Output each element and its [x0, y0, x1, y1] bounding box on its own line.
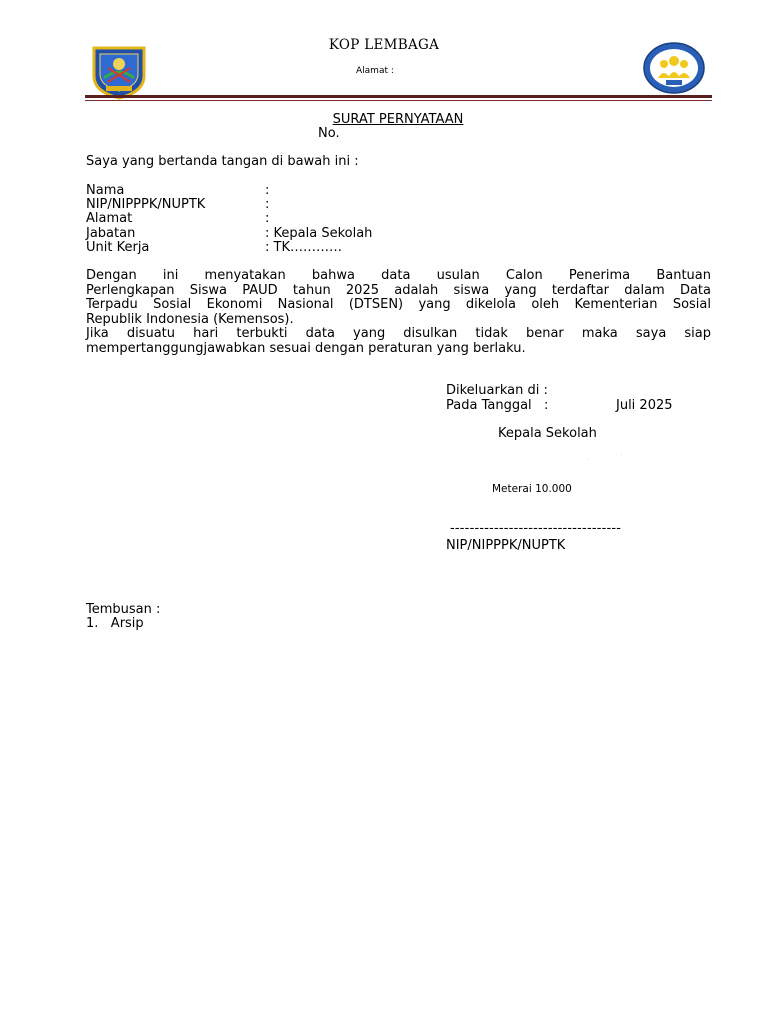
statement-line-3: Terpadu Sosial Ekonomi Nasional (DTSEN) yang dikelola oleh Kementerian Sosial [86, 297, 711, 312]
identity-value-position: : Kepala Sekolah [265, 226, 373, 241]
identity-label-name: Nama [86, 183, 125, 198]
cc-label: Tembusan : [86, 602, 161, 617]
statement-line-6: mempertanggungjawabkan sesuai dengan peraturan yang berlaku. [86, 341, 526, 356]
document-number: No. [318, 126, 340, 141]
identity-label-unit: Unit Kerja [86, 240, 150, 255]
identity-value-address: : [265, 211, 270, 226]
letterhead-divider-thick [85, 95, 712, 98]
signature-name-line: ----------------------------------- [450, 521, 622, 536]
signatory-position: Kepala Sekolah [498, 426, 597, 441]
statement-line-1: Dengan ini menyatakan bahwa data usulan Calon Penerima Bantuan [86, 268, 711, 283]
letterhead-divider-thin [85, 100, 712, 101]
identity-label-address: Alamat [86, 211, 133, 226]
faint-mark: · [620, 450, 623, 460]
document-title: SURAT PERNYATAAN [332, 112, 464, 127]
letterhead-address: Alamat : [356, 66, 394, 76]
issued-at-label: Dikeluarkan di : [446, 383, 548, 398]
letterhead-title: KOP LEMBAGA [328, 37, 440, 53]
date-label: Pada Tanggal : [446, 398, 549, 413]
statement-line-5: Jika disuatu hari terbukti data yang disulkan tidak benar maka saya siap [86, 326, 711, 341]
identity-label-nip: NIP/NIPPPK/NUPTK [86, 197, 206, 212]
identity-value-name: : [265, 183, 270, 198]
faint-mark: · [586, 455, 589, 465]
cc-item-archive: 1. Arsip [86, 616, 144, 631]
intro-text: Saya yang bertanda tangan di bawah ini : [86, 154, 359, 169]
stamp-duty-label: Meterai 10.000 [492, 483, 572, 495]
identity-value-unit: : TK………… [265, 240, 342, 255]
identity-value-nip: : [265, 197, 270, 212]
statement-line-4: Republik Indonesia (Kemensos). [86, 312, 294, 327]
statement-line-2: Perlengkapan Siswa PAUD tahun 2025 adalah siswa yang terdaftar dalam Data [86, 283, 711, 298]
identity-label-position: Jabatan [86, 226, 136, 241]
signatory-id-label: NIP/NIPPPK/NUPTK [446, 538, 566, 553]
date-value: Juli 2025 [616, 398, 673, 413]
